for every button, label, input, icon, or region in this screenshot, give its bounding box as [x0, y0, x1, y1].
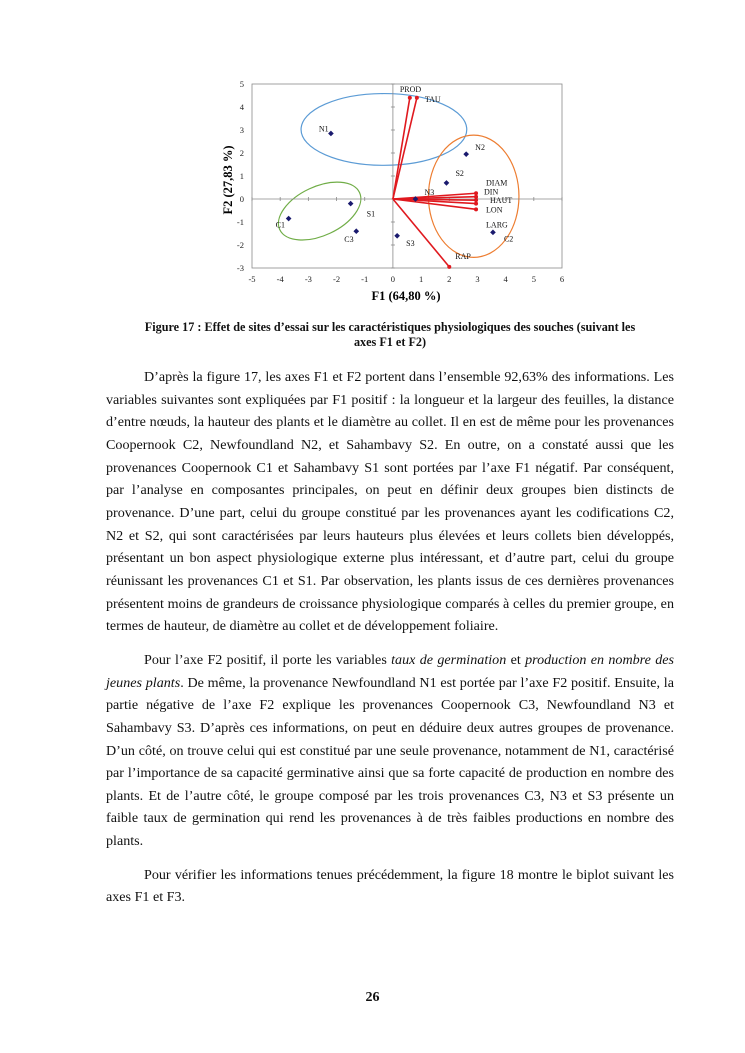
x-tick-label: -1	[361, 274, 369, 284]
vector-line	[393, 98, 410, 199]
paragraph-2-emphasis-1: taux de germination	[391, 651, 507, 668]
y-tick-label: 5	[239, 79, 244, 89]
x-tick-label: 0	[390, 274, 396, 284]
vector-head	[474, 198, 478, 202]
x-tick-label: -4	[276, 274, 284, 284]
vector-head	[474, 195, 478, 199]
paragraph-1: D’après la figure 17, les axes F1 et F2 portent dans l’ensemble 92,63% des informations. Les variables suivantes sont expliquées par F1 positif : la longueur et la largeur des feuilles, la distance d’entre nœuds, la hauteur des plants et le diamètre au collet. Il en est de même pour les provenances Coopernook C2, Newfoundland N2, et Sahambavy S2. En outre, on a constaté aussi que les provenances Coopernook C1 et Sahambavy S1 sont portées par l’axe F1 négatif. Par conséquent, par l’analyse en composantes principales, on peut en définir deux groupes bien distincts de provenance. D’une part, celui du groupe constitué par les provenances ayant les codifications C2, N2 et S2, qui sont caractérisées par leurs hauteurs plus élevées et leurs collets bien développés, présentant un bon aspect physiologique externe plus intéressant, et d’autre part, celui du groupe réunissant les provenances C1 et S1. Par observation, les plants issus de ces dernières provenances présentent moins de grandeurs de croissance physiologique comparés à celles du premier groupe, en termes de hauteur, de diamètre au collet et de développement foliaire.	[106, 369, 674, 635]
pca-biplot-chart	[0, 0, 745, 310]
figure-caption-line2: axes F1 et F2)	[353, 335, 427, 349]
group-ellipse	[269, 170, 369, 252]
paragraph-2-emphasis-2: production en nombre des jeunes plants	[106, 651, 675, 691]
y-tick-label: 2	[239, 148, 244, 158]
y-axis-label: F2 (27,83 %)	[221, 145, 235, 215]
vector-head	[474, 191, 478, 195]
x-axis-label: F1 (64,80 %)	[371, 289, 441, 303]
page-number: 26	[365, 990, 380, 1005]
figure-caption	[105, 320, 675, 350]
y-tick-label: 4	[239, 102, 244, 112]
vector-label: LON	[486, 205, 503, 215]
paragraph-2-start: Pour l’axe F2 positif, il porte les variables	[144, 651, 392, 668]
observation-label: S1	[366, 209, 376, 219]
paragraph-2	[106, 649, 674, 853]
paragraph-2-end: . De même, la provenance Newfoundland N1 est portée par l’axe F2 positif. Ensuite, la partie négative de l’axe F2 explique les provenances Coopernook C3, Newfoundland N3 et Sahambavy S3. D’après ces informations, on peut en déduire deux autres groupes de provenance. D’un côté, on trouve celui qui est constitué par une seule provenance, notamment de N1, caractérisé par l’importance de sa capacité germinative ainsi que sa forte capacité de production en nombre des plants. Et de l’autre côté, le groupe composé par les trois provenances C3, N3 et S3 présente un faible taux de germination qui rend les provenances à de très faibles productions en nombre des plants.	[106, 674, 674, 850]
x-tick-label: 6	[559, 274, 565, 284]
x-tick-label: -3	[304, 274, 312, 284]
vector-label: TAU	[424, 94, 441, 104]
group-ellipses	[269, 94, 519, 258]
vector-head	[474, 207, 478, 211]
x-tick-label: -5	[248, 274, 256, 284]
y-tick-label: 3	[239, 125, 244, 135]
x-tick-label: 2	[447, 274, 452, 284]
vector-label: PROD	[399, 84, 422, 94]
x-tick-label: -2	[332, 274, 341, 284]
vector-head	[474, 202, 478, 206]
y-tick-label: -2	[236, 240, 244, 250]
observation-label: S3	[406, 238, 415, 248]
vector-label: LARG	[486, 220, 508, 230]
observation-label: C3	[344, 235, 354, 245]
observation-label: N3	[424, 188, 435, 197]
paragraph-2-mid: et	[506, 651, 526, 668]
y-tick-label: 1	[239, 171, 244, 181]
observation-point	[444, 180, 450, 186]
paragraph-3: Pour vérifier les informations tenues précédemment, la figure 18 montre le biplot suivant les axes F1 et F3.	[106, 866, 674, 906]
body-text	[106, 366, 674, 920]
x-tick-label: 5	[531, 274, 536, 284]
observation-label: C2	[503, 234, 514, 244]
observation-label: C1	[275, 220, 285, 230]
observation-point	[490, 230, 496, 236]
vector-head	[415, 96, 419, 100]
observation-point	[348, 201, 354, 207]
observation-point	[353, 228, 359, 234]
observation-label: N1	[318, 124, 329, 134]
vector-label: DIAM	[486, 178, 508, 188]
vector-label: RAP	[455, 251, 471, 261]
vector-head	[447, 265, 451, 269]
observation-label: S2	[455, 168, 464, 178]
plot-axes	[237, 79, 564, 284]
observation-point	[286, 216, 292, 222]
vector-label: DIN	[484, 187, 499, 197]
x-tick-label: 1	[418, 274, 424, 284]
observation-point	[463, 151, 469, 157]
x-tick-label: 4	[503, 274, 508, 284]
vector-line	[393, 98, 417, 199]
vector-line	[393, 199, 449, 267]
vector-head	[408, 96, 412, 100]
observation-point	[328, 131, 334, 137]
y-tick-label: -3	[236, 263, 244, 273]
y-tick-label: 0	[239, 194, 244, 204]
y-tick-label: -1	[236, 217, 244, 227]
vector-label: HAUT	[490, 196, 513, 206]
x-tick-label: 3	[475, 274, 480, 284]
observation-label: N2	[475, 143, 485, 153]
observation-point	[394, 233, 400, 239]
figure-caption-line1: Figure 17 : Effet de sites d’essai sur les caractéristiques physiologiques des souches (suivant les	[144, 320, 636, 334]
